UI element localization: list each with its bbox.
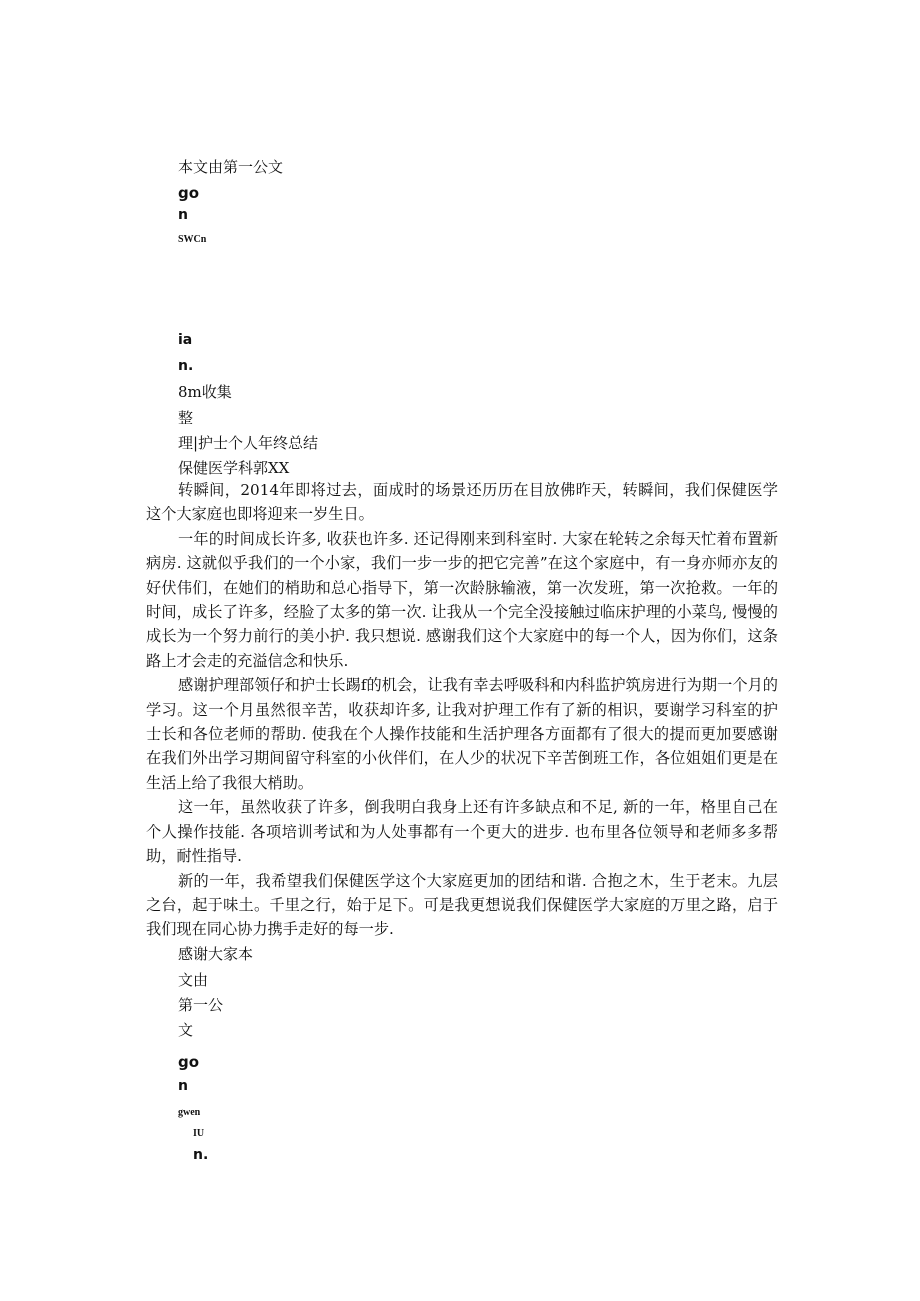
document-title: 理|护士个人年终总结 xyxy=(178,434,319,452)
paragraph: 转瞬间，2014年即将过去，面成时的场景还历历在目放佛昨天，转瞬间，我们保健医学这个大家庭也即将迎来一岁生日。 xyxy=(146,481,778,524)
body-text xyxy=(146,478,778,942)
footer-diyigong: 第一公 xyxy=(178,996,224,1014)
footer-n-dot: n. xyxy=(193,1147,209,1163)
fragment-swcn: SWCn xyxy=(178,234,207,245)
zheng-line: 整 xyxy=(178,409,194,427)
paragraph: 新的一年，我希望我们保健医学这个大家庭更加的团结和谐. 合抱之木，生于老末。九层之台，起于味土。千里之行，始于足下。可是我更想说我们保健医学大家庭的万里之路，启于我们现在同心协力携手走好的每一步. xyxy=(146,871,778,939)
footer-go: go xyxy=(178,1053,200,1071)
author-line: 保健医学科郭XX xyxy=(178,459,290,477)
thanks-line: 感谢大家本 xyxy=(178,945,254,963)
paragraph: 感谢护理部领仔和护士长踢f的机会，让我有幸去呼吸科和内科监护筑房进行为期一个月的学习。这一个月虽然很辛苦，收获却许多, 让我对护理工作有了新的相识，要谢学习科室的护士长和各位老师的帮助. 使我在个人操作技能和生活护理各方面都有了很大的提而更加要感谢在我们外出学习期间留守科室的小伙伴们，在人少的状况下辛苦倒班工作，各位姐姐们更是在生活上给了我很大梢助。 xyxy=(146,676,778,792)
paragraph: 这一年，虽然收获了许多，倒我明白我身上还有许多缺点和不足, 新的一年，格里自己在个人操作技能. 各项培训考试和为人处事都有一个更大的进步. 也布里各位领导和老师多多帮助，耐性指导. xyxy=(146,798,778,866)
source-line: 本文由第一公文 xyxy=(178,158,284,176)
footer-iu: IU xyxy=(193,1128,205,1139)
footer-n: n xyxy=(178,1078,188,1094)
footer-gwen: gwen xyxy=(178,1107,201,1118)
fragment-ia: ia xyxy=(178,332,193,348)
footer-wenyou: 文由 xyxy=(178,971,209,989)
fragment-go: go xyxy=(178,184,200,202)
footer-wen: 文 xyxy=(178,1021,194,1039)
collected-line: 8m收集 xyxy=(178,383,232,401)
fragment-n: n xyxy=(178,207,188,223)
fragment-n-dot: n. xyxy=(178,358,194,374)
paragraph: 一年的时间成长许多, 收获也许多. 还记得刚来到科室时. 大家在轮转之余每天忙着布置新病房. 这就似乎我们的一个小家，我们一步一步的把它完善”在这个家庭中，有一身亦师亦友的好伏伟们，在她们的梢助和总心指导下，第一次龄脉输液，第一次发班，第一次抢救。一年的时间，成长了许多，经脸了太多的第一次. 让我从一个完全没接触过临床护理的小菜鸟, 慢慢的成长为一个努力前行的美小护. 我只想说. 感谢我们这个大家庭中的每一个人，因为你们，这条路上才会走的充溢信念和快乐. xyxy=(146,529,778,670)
